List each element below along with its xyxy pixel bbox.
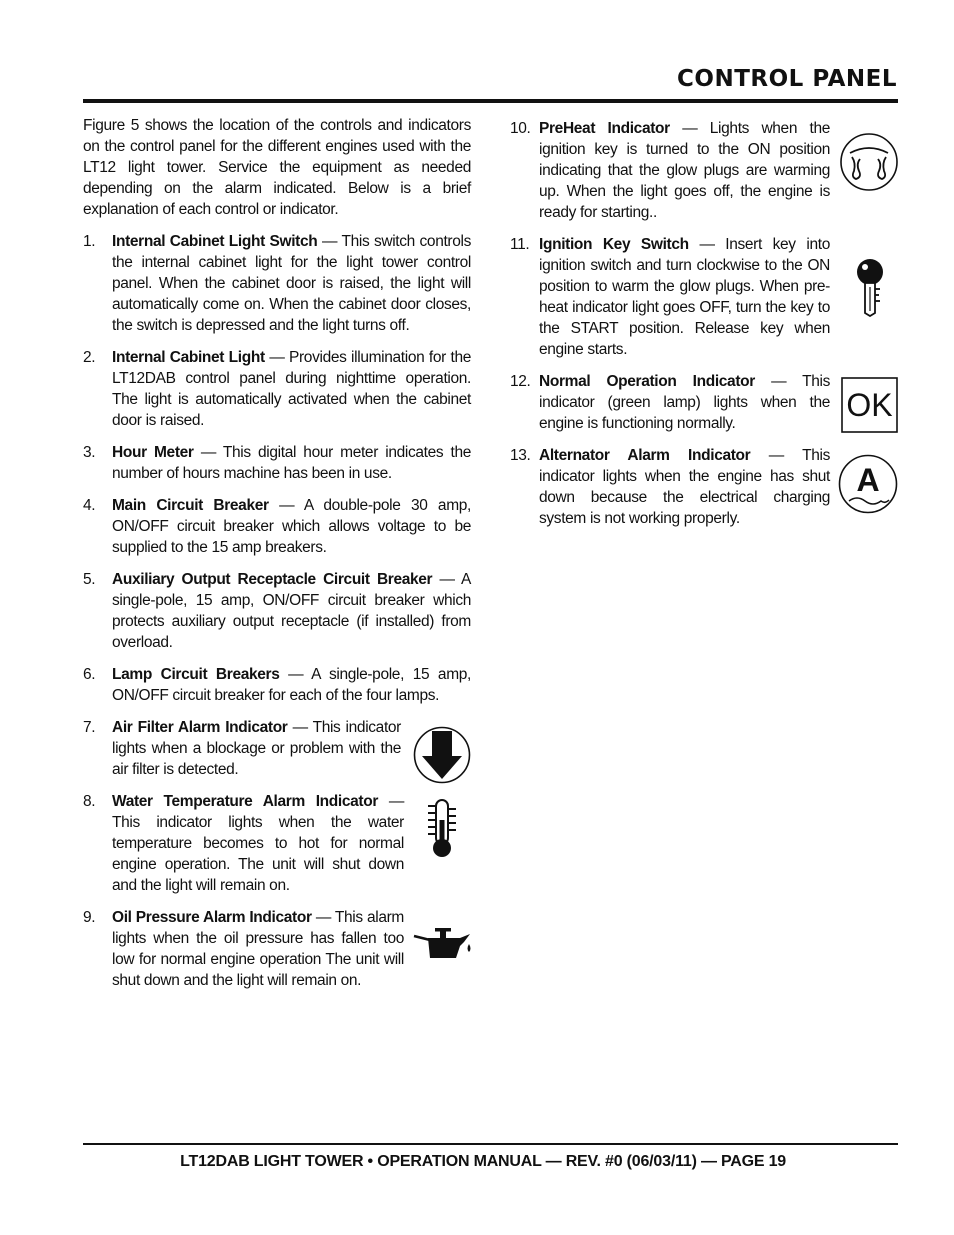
item-term: Auxiliary Output Receptacle Circuit Breaker	[112, 571, 433, 588]
top-rule	[83, 99, 898, 103]
alternator-label: A	[856, 462, 880, 498]
item-text	[112, 791, 404, 896]
list-item	[83, 569, 471, 653]
list-item	[510, 371, 830, 434]
item-term: Lamp Circuit Breakers	[112, 666, 280, 683]
oil-can-icon	[412, 926, 474, 962]
item-text	[112, 347, 471, 431]
page-footer: LT12DAB LIGHT TOWER • OPERATION MANUAL — REV. #0 (06/03/11) — PAGE 19	[180, 1153, 786, 1170]
item-term: Alternator Alarm Indicator	[539, 447, 751, 464]
item-text	[112, 717, 401, 780]
list-item	[83, 442, 471, 484]
item-number: 11.	[510, 236, 530, 253]
item-number: 6.	[83, 666, 96, 683]
item-number: 1.	[83, 233, 96, 250]
item-text	[112, 664, 471, 706]
section-title: CONTROL PANEL	[677, 66, 897, 92]
item-desc: — A single-pole, 15 amp, ON/OFF circuit breaker for each of the four lamps.	[112, 666, 471, 704]
item-term: Water Temperature Alarm Indicator	[112, 793, 379, 810]
item-term: Internal Cabinet Light Switch	[112, 233, 318, 250]
item-text	[539, 118, 830, 223]
item-term: Normal Operation Indicator	[539, 373, 755, 390]
item-desc: — This indicator lights when the engine has shut down because the electrical charging system is not working properly.	[539, 447, 830, 527]
item-desc: — A double-pole 30 amp, ON/OFF circuit breaker which allows voltage to be supplied to the 15 amp breakers.	[112, 497, 471, 556]
item-number: 3.	[83, 444, 96, 461]
item-desc: — Insert key into ignition switch and turn clockwise to the ON position to warm the glow plugs. When pre-heat indicator light goes OFF, turn the key to the START position. Release key when engine starts.	[539, 236, 830, 358]
item-desc: — This digital hour meter indicates the number of hours machine has been in use.	[112, 444, 471, 482]
ignition-key-icon	[855, 257, 887, 317]
item-text	[112, 231, 471, 336]
item-desc: — Provides illumination for the LT12DAB control panel during nighttime operation. The light is automatically activated when the cabinet door is raised.	[112, 349, 472, 429]
list-item	[510, 118, 830, 223]
list-item	[83, 231, 471, 336]
item-term: Main Circuit Breaker	[112, 497, 269, 514]
item-number: 9.	[83, 909, 96, 926]
list-item	[83, 495, 471, 558]
item-text	[112, 442, 471, 484]
item-desc: — Lights when the ignition key is turned to the ON position indicating that the glow plugs are warming up. When the light goes off, the engine is ready for starting..	[539, 120, 830, 221]
item-term: Internal Cabinet Light	[112, 349, 265, 366]
item-term: Oil Pressure Alarm Indicator	[112, 909, 312, 926]
item-text	[539, 371, 830, 434]
bottom-rule	[83, 1143, 898, 1145]
item-text	[539, 234, 830, 360]
item-number: 10.	[510, 120, 531, 137]
item-text	[112, 907, 404, 991]
item-term: Ignition Key Switch	[539, 236, 689, 253]
item-number: 7.	[83, 719, 96, 736]
right-column	[510, 118, 830, 540]
item-term: PreHeat Indicator	[539, 120, 670, 137]
left-column	[83, 115, 471, 1002]
item-desc: — This indicator lights when the water temperature becomes to hot for normal engine operation. The unit will shut down and the light will remain on.	[112, 793, 404, 894]
item-term: Air Filter Alarm Indicator	[112, 719, 288, 736]
item-desc: — This indicator lights when a blockage or problem with the air filter is detected.	[112, 719, 401, 778]
ok-icon	[841, 377, 898, 433]
item-text	[112, 495, 471, 558]
item-desc: — This alarm lights when the oil pressure has fallen too low for normal engine operation The unit will shut down and the light will remain on.	[112, 909, 404, 989]
item-number: 13.	[510, 447, 531, 464]
item-desc: — This switch controls the internal cabinet light for the light tower control panel. When the cabinet door is raised, the light will automatically come on. When the cabinet door closes, the switch is depressed and the light turns off.	[112, 233, 471, 334]
list-item	[83, 347, 471, 431]
item-desc: — A single-pole, 15 amp, ON/OFF circuit breaker which protects auxiliary output receptacle (if installed) from overload.	[112, 571, 471, 651]
item-number: 4.	[83, 497, 96, 514]
item-desc: — This indicator (green lamp) lights when the engine is functioning normally.	[539, 373, 830, 432]
list-item	[83, 664, 471, 706]
list-item	[83, 791, 471, 896]
list-item	[510, 234, 830, 360]
alternator-icon	[837, 453, 899, 515]
thermometer-icon	[424, 798, 460, 860]
item-term: Hour Meter	[112, 444, 194, 461]
item-text	[539, 445, 830, 529]
glow-plug-icon	[838, 131, 900, 193]
item-number: 8.	[83, 793, 96, 810]
intro-paragraph: Figure 5 shows the location of the controls and indicators on the control panel for the different engines used with the LT12 light tower. Service the equipment as needed depending on the alarm indicated. Below is a brief explanation of each control or indicator.	[83, 117, 471, 218]
item-number: 12.	[510, 373, 531, 390]
ok-label: OK	[846, 387, 893, 423]
air-filter-icon	[412, 725, 472, 785]
item-text	[112, 569, 471, 653]
item-number: 5.	[83, 571, 96, 588]
item-number: 2.	[83, 349, 96, 366]
list-item	[510, 445, 830, 529]
